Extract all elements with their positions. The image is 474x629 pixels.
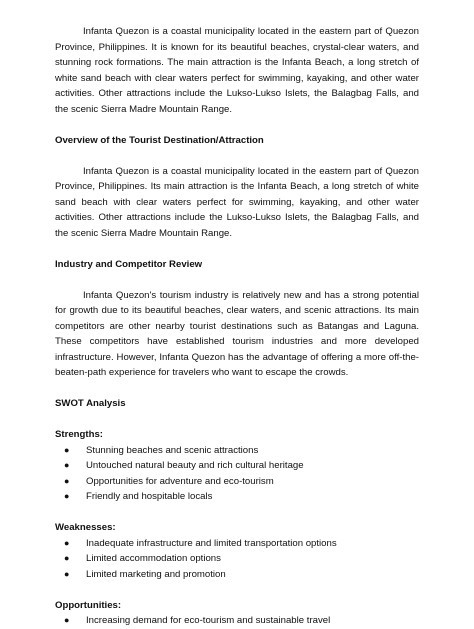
spacer [55,412,419,428]
opportunities-label: Opportunities: [55,599,122,611]
overview-paragraph: Infanta Quezon is a coastal municipality located in the eastern part of Quezon Province, Philippines. Its main attraction is the Infanta Beach, a long stretch of white sand beach with clear waters perfect for swimming, kayaking, and other water activities. Other attractions include the Lukso-Lukso Islets, the Balagbag Falls, and the scenic Sierra Madre Mountain Range. [55,165,419,239]
swot-heading: SWOT Analysis [55,398,126,409]
bullet-icon: ● [64,615,70,625]
list-item-text: Inadequate infrastructure and limited transportation options [86,537,337,549]
list-item [55,613,419,629]
list-item [55,567,419,583]
strengths-label: Strengths: [55,429,103,440]
industry-heading: Industry and Competitor Review [55,258,203,270]
list-item [55,443,419,459]
list-item-text: Limited accommodation options [86,553,221,564]
list-item [55,489,419,505]
bullet-icon: ● [64,491,70,501]
list-item [55,536,419,552]
list-item-text: Increasing demand for eco-tourism and sustainable travel [86,615,331,626]
list-item-text: Stunning beaches and scenic attractions [86,444,259,456]
list-item-text: Limited marketing and promotion [86,568,226,580]
list-item-text: Friendly and hospitable locals [86,491,213,502]
weaknesses-list [55,536,419,583]
strengths-list [55,443,419,505]
bullet-icon: ● [64,568,70,579]
spacer [55,381,419,397]
weaknesses-label: Weaknesses: [55,522,116,533]
document-page [55,24,419,629]
spacer [55,582,419,598]
spacer [55,117,419,133]
bullet-icon: ● [64,553,70,563]
spacer [55,272,419,288]
list-item-text: Untouched natural beauty and rich cultural heritage [86,460,304,471]
overview-heading: Overview of the Tourist Destination/Attraction [55,134,264,146]
spacer [55,241,419,257]
industry-paragraph: Infanta Quezon's tourism industry is relatively new and has a strong potential for growth due to its beautiful beaches, clear waters, and scenic attractions. Its main competitors are other nearby tourist destinations such as Batangas and Laguna. These competitors have established tourism industries and more developed infrastructure. However, Infanta Quezon has the advantage of offering a more off-the-beaten-path experience for travelers who want to escape the crowds. [55,289,419,378]
list-item [55,458,419,474]
spacer [55,505,419,521]
bullet-icon: ● [64,475,70,486]
opportunities-list [55,613,419,629]
list-item [55,474,419,490]
bullet-icon: ● [64,460,70,470]
intro-paragraph: Infanta Quezon is a coastal municipality located in the eastern part of Quezon Province, Philippines. It is known for its beautiful beaches, crystal-clear waters, and stunning rock formations. The main attraction is the Infanta Beach, a long stretch of white sand beach with clear waters perfect for swimming, kayaking, and other water activities. Other attractions include the Lukso-Lukso Islets, the Balagbag Falls, and the scenic Sierra Madre Mountain Range. [55,26,419,115]
spacer [55,148,419,164]
list-item-text: Opportunities for adventure and eco-tourism [86,475,274,487]
bullet-icon: ● [64,537,70,548]
list-item [55,551,419,567]
bullet-icon: ● [64,444,70,455]
